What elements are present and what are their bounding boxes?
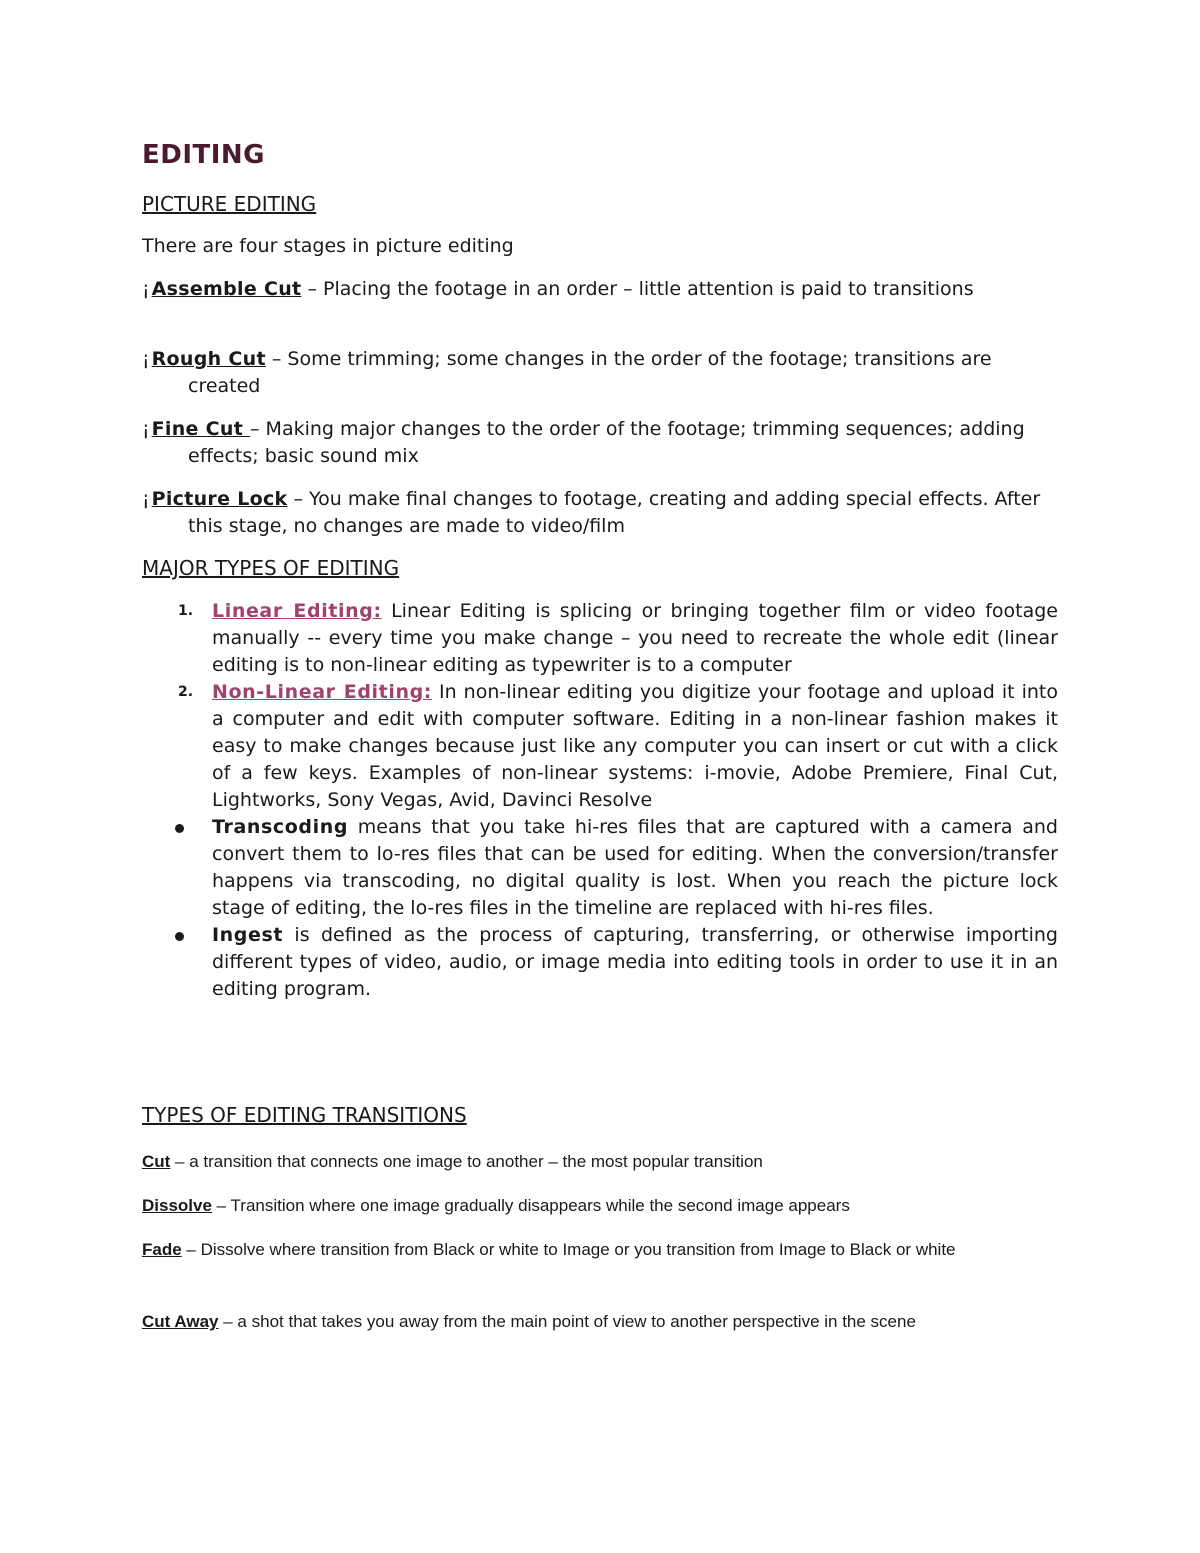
list-term: Non-Linear Editing: — [212, 681, 432, 703]
stage-term: Rough Cut — [151, 348, 266, 370]
major-types-list — [142, 598, 1058, 1003]
list-term: Transcoding — [212, 816, 349, 838]
stage-text: – Some trimming; some changes in the order of the footage; transitions are created — [188, 348, 992, 397]
stage-bullet: ¡ — [142, 278, 150, 300]
list-text: In non-linear editing you digitize your footage and upload it into a computer and edit with computer software. Editing in a non-linear fashion makes it easy to make changes because just like any computer you can insert or cut with a click of a few keys. Examples of non-linear systems: i-movie, Adobe Premiere, Final Cut, Lightworks, Sony Vegas, Avid, Davinci Resolve — [212, 681, 1058, 811]
stage-term: Fine Cut — [151, 418, 251, 440]
stage-bullet: ¡ — [142, 488, 150, 510]
stage-text: – Making major changes to the order of the footage; trimming sequences; adding effects; basic sound mix — [188, 418, 1025, 467]
transition-item — [142, 1192, 1058, 1219]
transition-text: – a transition that connects one image to another – the most popular transition — [170, 1152, 763, 1171]
list-number: 2. — [178, 684, 194, 700]
transition-term: Dissolve — [142, 1196, 212, 1215]
stage-term: Picture Lock — [151, 488, 288, 510]
stage-item — [142, 276, 1058, 303]
section-heading-major-types: MAJOR TYPES OF EDITING — [142, 556, 400, 580]
picture-editing-intro: There are four stages in picture editing — [142, 235, 514, 257]
stage-text: – Placing the footage in an order – little attention is paid to transitions — [301, 278, 974, 300]
list-item — [142, 814, 1058, 922]
transition-text: – Transition where one image gradually disappears while the second image appears — [211, 1196, 850, 1215]
list-term: Linear Editing: — [212, 600, 382, 622]
list-term: Ingest — [212, 924, 284, 946]
bullet-dot-icon — [175, 932, 184, 941]
transition-term: Cut — [142, 1152, 171, 1171]
transition-item — [142, 1148, 1058, 1175]
list-item — [142, 922, 1058, 1003]
section-heading-picture-editing: PICTURE EDITING — [142, 192, 317, 216]
bullet-dot-icon — [175, 824, 184, 833]
stage-item — [142, 416, 1058, 470]
transition-item — [142, 1236, 1058, 1263]
transition-text: – a shot that takes you away from the main point of view to another perspective in the scene — [218, 1312, 916, 1331]
stage-bullet: ¡ — [142, 418, 150, 440]
transition-item — [142, 1308, 1058, 1335]
transition-term: Cut Away — [142, 1312, 219, 1331]
stage-term: Assemble Cut — [151, 278, 302, 300]
list-item — [142, 679, 1058, 814]
section-heading-transitions: TYPES OF EDITING TRANSITIONS — [142, 1103, 467, 1127]
stage-text: – You make final changes to footage, creating and adding special effects. After this stage, no changes are made to video/film — [188, 488, 1041, 537]
list-item — [142, 598, 1058, 679]
stage-bullet: ¡ — [142, 348, 150, 370]
transition-term: Fade — [142, 1240, 182, 1259]
list-text: Linear Editing is splicing or bringing together film or video footage manually -- every time you make change – you need to recreate the whole edit (linear editing is to non-linear editing as typewriter is to a computer — [212, 600, 1058, 676]
list-text: means that you take hi-res files that are captured with a camera and convert them to lo-res files that can be used for editing. When the conversion/transfer happens via transcoding, no digital quality is lost. When you reach the picture lock stage of editing, the lo-res files in the timeline are replaced with hi-res files. — [212, 816, 1058, 919]
transition-text: – Dissolve where transition from Black or white to Image or you transition from Image to Black or white — [181, 1240, 956, 1259]
list-text: is defined as the process of capturing, transferring, or otherwise importing different types of video, audio, or image media into editing tools in order to use it in an editing program. — [212, 924, 1058, 1000]
list-number: 1. — [178, 603, 194, 619]
stage-item — [142, 486, 1058, 540]
document-title: EDITING — [142, 140, 266, 170]
stage-item — [142, 346, 1058, 400]
